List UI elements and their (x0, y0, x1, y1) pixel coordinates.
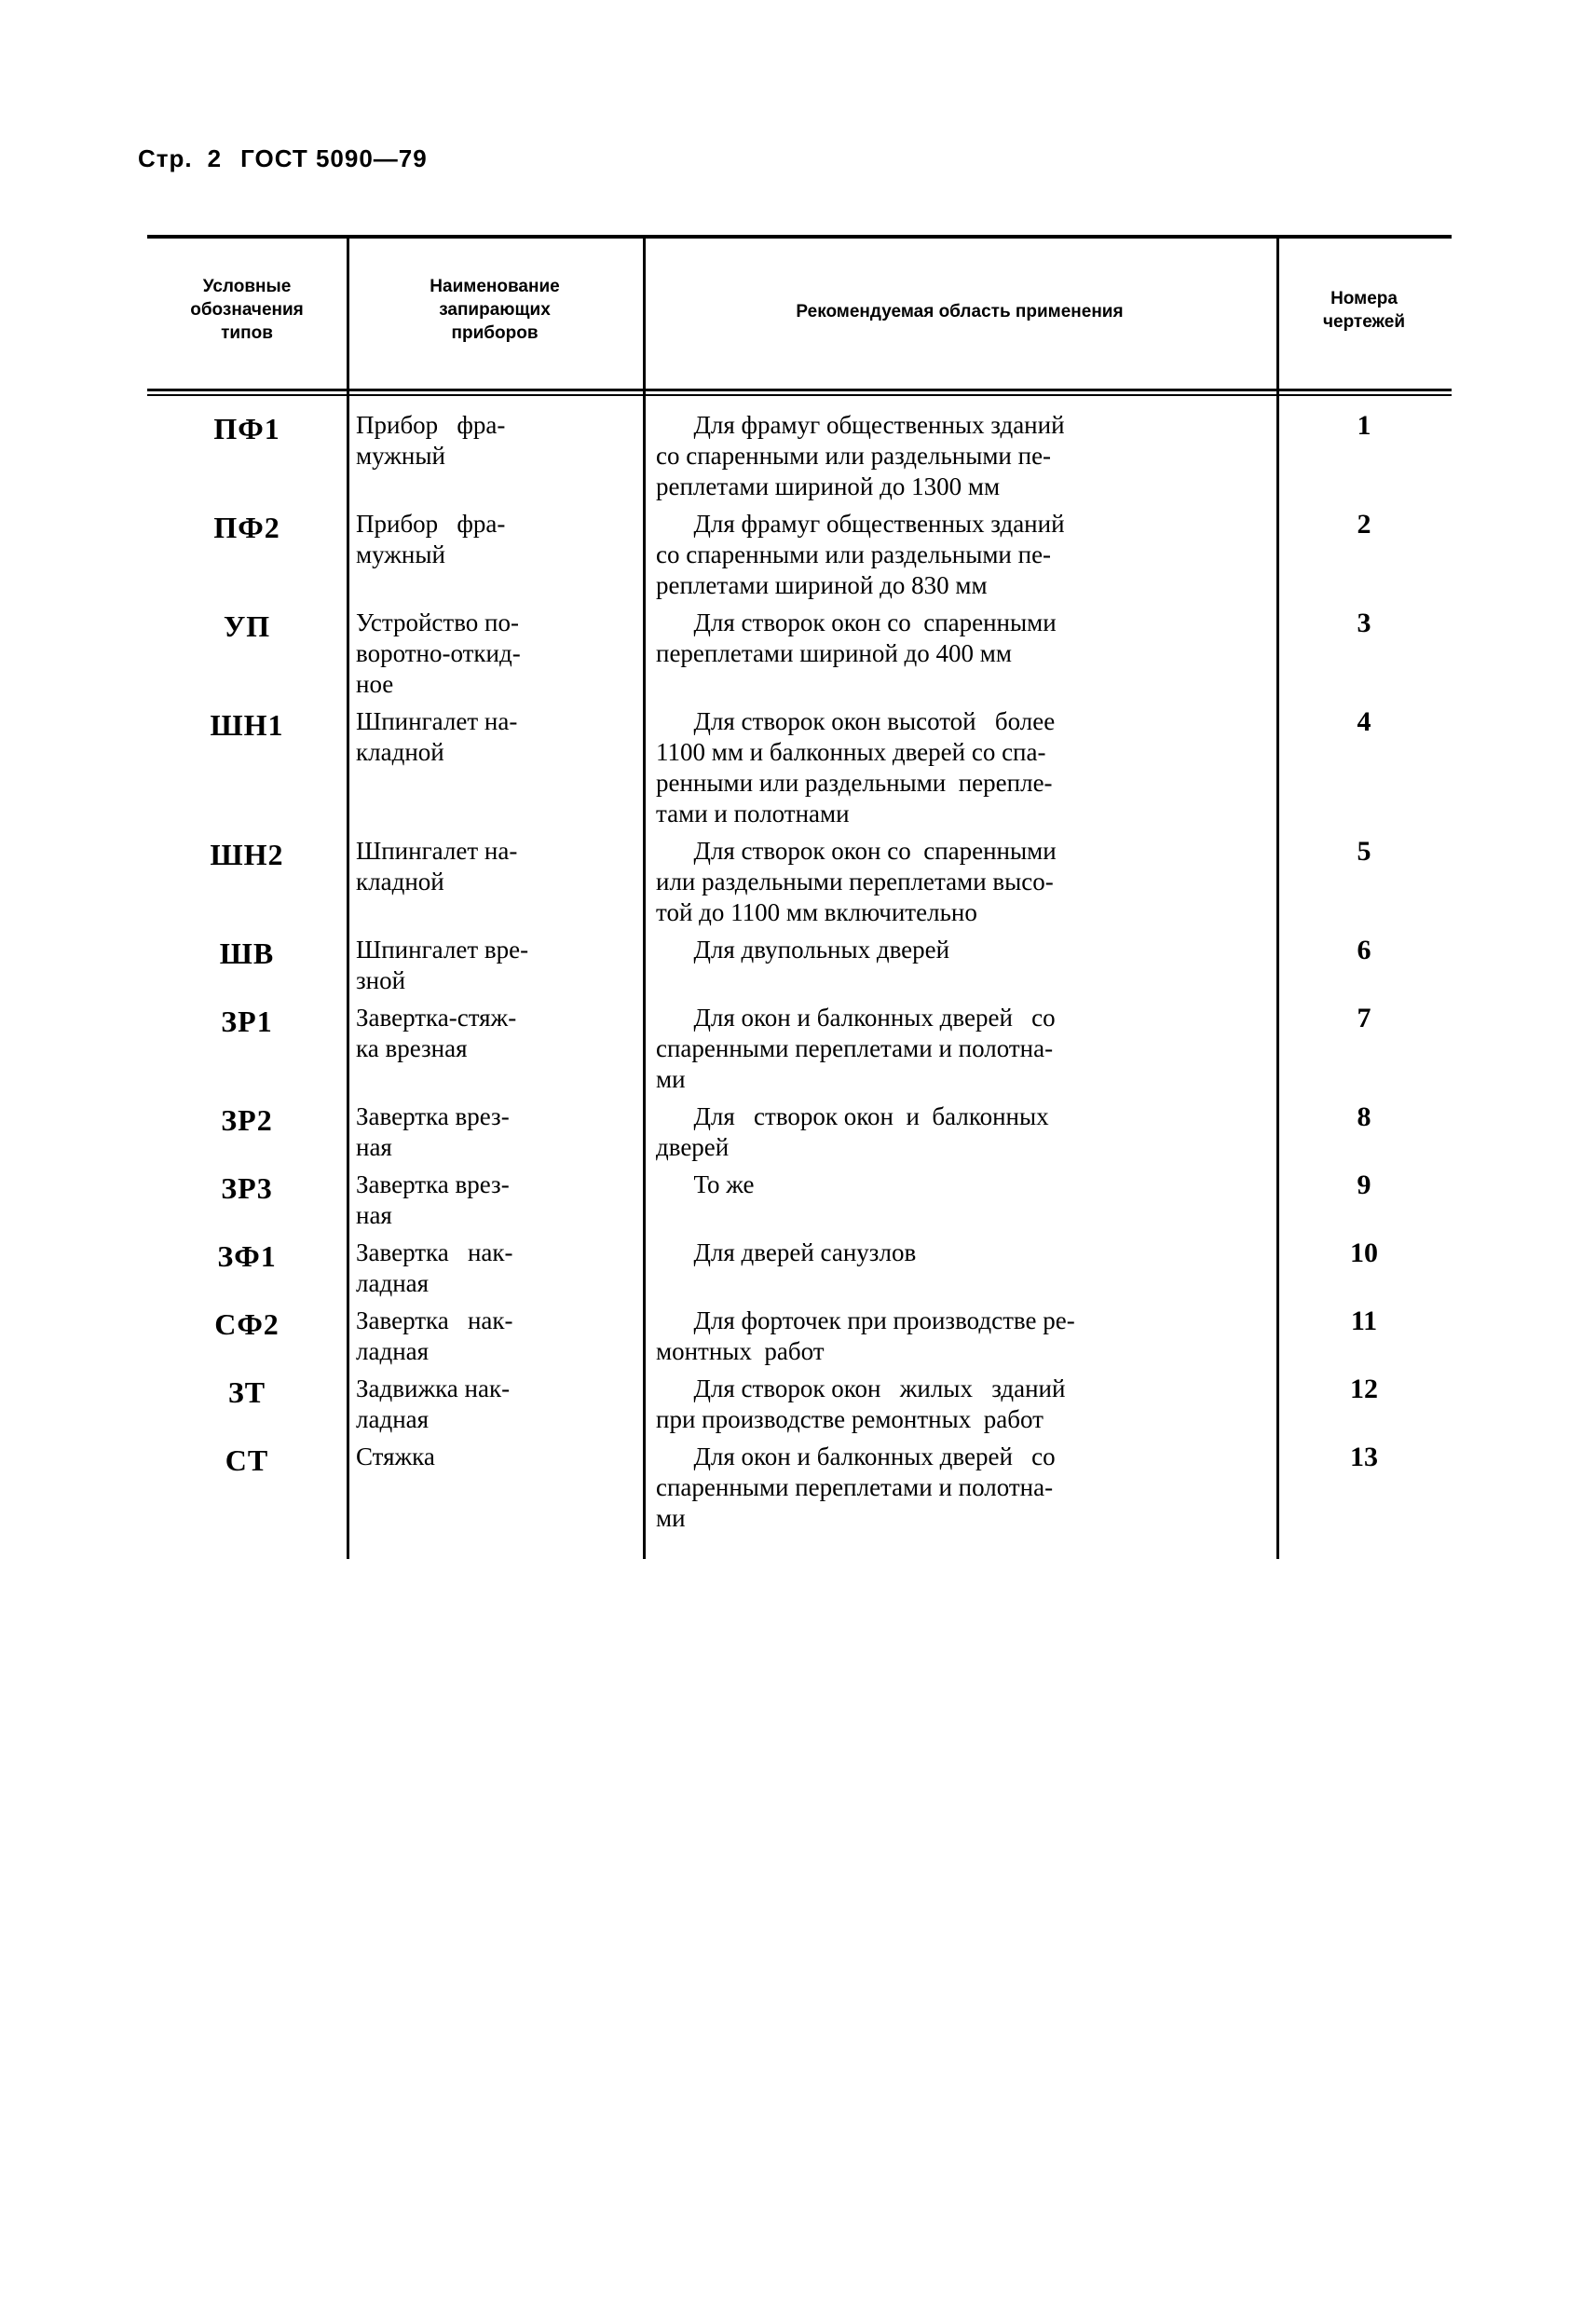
table-row (147, 706, 1452, 836)
column-header-code-line: Условные (202, 277, 292, 296)
cell-type-code: ЗР3 (221, 1171, 273, 1205)
cell-line: Для дверей санузлов (656, 1238, 917, 1266)
table-row (147, 935, 1452, 1003)
column-header-code-line: обозначения (190, 300, 304, 320)
cell-line: Для створок окон со спаренными (656, 837, 1057, 865)
cell-drawing-number: 10 (1350, 1238, 1378, 1268)
cell-line: Для окон и балконных дверей со (656, 1004, 1056, 1032)
cell-line: монтных работ (656, 1337, 825, 1365)
cell-application (643, 935, 1276, 965)
cell-drawing-number: 12 (1350, 1374, 1378, 1404)
cell-drawing-number: 8 (1357, 1101, 1371, 1132)
column-header-code-line: типов (221, 323, 273, 343)
cell-line: дверей (656, 1133, 730, 1161)
cell-type-code: ПФ1 (213, 412, 280, 445)
cell-device-name (347, 410, 643, 472)
cell-type-code: СФ2 (214, 1307, 280, 1341)
cell-device-name (347, 836, 643, 897)
cell-drawing-number: 5 (1357, 836, 1371, 867)
table-row (147, 1101, 1452, 1169)
cell-line: Устройство по- (356, 609, 519, 636)
table-top-rule (147, 235, 1452, 239)
cell-line: переплетами шириной до 400 мм (656, 639, 1012, 667)
cell-line: ми (656, 1504, 686, 1532)
column-header-drawing (1276, 287, 1452, 334)
column-header-application (643, 300, 1276, 323)
cell-type-code: ЗФ1 (217, 1239, 277, 1273)
cell-line: кладной (356, 868, 444, 896)
cell-line: Шпингалет вре- (356, 936, 529, 964)
table-row (147, 1238, 1452, 1306)
cell-application (643, 509, 1276, 601)
cell-drawing-number: 13 (1350, 1442, 1378, 1472)
cell-device-name (347, 1374, 643, 1435)
column-header-application-line: Рекомендуемая область применения (796, 302, 1124, 321)
cell-type-code: ШН1 (210, 708, 284, 742)
cell-type-code: ЗР2 (221, 1103, 273, 1137)
cell-drawing-number: 2 (1357, 509, 1371, 540)
cell-drawing-number: 7 (1357, 1003, 1371, 1033)
cell-application (643, 1101, 1276, 1163)
cell-drawing-number: 6 (1357, 935, 1371, 965)
column-header-drawing-line: Номера (1330, 289, 1398, 308)
cell-line: ренными или раздельными перепле- (656, 769, 1053, 797)
column-header-code (147, 275, 347, 345)
page-label: Стр. (138, 144, 193, 172)
cell-line: мужный (356, 442, 445, 470)
cell-line: реплетами шириной до 1300 мм (656, 472, 1001, 500)
cell-line: Завертка нак- (356, 1306, 513, 1334)
table-row (147, 1169, 1452, 1238)
cell-line: со спаренными или раздельными пе- (656, 442, 1052, 470)
cell-line: ми (656, 1065, 686, 1093)
cell-line: Для створок окон жилых зданий (656, 1374, 1066, 1402)
cell-drawing-number: 11 (1350, 1306, 1378, 1336)
cell-device-name (347, 935, 643, 996)
cell-line: Шпингалет на- (356, 707, 518, 735)
cell-line: ная (356, 1133, 392, 1161)
cell-type-code: ПФ2 (213, 511, 280, 544)
cell-line: спаренными переплетами и полотна- (656, 1473, 1054, 1501)
cell-line: ка врезная (356, 1034, 468, 1062)
cell-application (643, 1442, 1276, 1534)
cell-type-code: СТ (225, 1443, 269, 1477)
cell-line: Для фрамуг общественных зданий (656, 510, 1065, 538)
cell-line: ладная (356, 1337, 430, 1365)
cell-device-name (347, 706, 643, 768)
cell-line: реплетами шириной до 830 мм (656, 571, 988, 599)
cell-drawing-number: 9 (1357, 1169, 1371, 1200)
column-header-name-line: запирающих (439, 300, 551, 320)
table-row (147, 509, 1452, 608)
cell-application (643, 410, 1276, 502)
cell-line: Завертка врез- (356, 1170, 510, 1198)
cell-line: со спаренными или раздельными пе- (656, 540, 1052, 568)
page-number: 2 (207, 144, 223, 172)
cell-application (643, 1374, 1276, 1435)
cell-device-name (347, 1101, 643, 1163)
cell-type-code: ШН2 (210, 838, 284, 871)
column-header-drawing-line: чертежей (1322, 312, 1406, 332)
table-row (147, 1442, 1452, 1540)
cell-drawing-number: 1 (1357, 410, 1371, 441)
cell-drawing-number: 3 (1357, 608, 1371, 638)
table-row (147, 1374, 1452, 1442)
cell-line: Для форточек при производстве ре- (656, 1306, 1075, 1334)
cell-device-name (347, 608, 643, 700)
cell-line: Стяжка (356, 1443, 435, 1470)
cell-line: То же (656, 1170, 755, 1198)
cell-line: 1100 мм и балконных дверей со спа- (656, 738, 1046, 766)
cell-line: Шпингалет на- (356, 837, 518, 865)
standard-designation: ГОСТ 5090—79 (240, 144, 428, 172)
cell-line: Для створок окон со спаренными (656, 609, 1057, 636)
table-row (147, 1003, 1452, 1101)
cell-type-code: ЗТ (227, 1375, 266, 1409)
cell-device-name (347, 1003, 643, 1064)
cell-line: Завертка нак- (356, 1238, 513, 1266)
cell-line: Прибор фра- (356, 510, 506, 538)
cell-application (643, 608, 1276, 669)
cell-type-code: ШВ (219, 937, 275, 970)
column-header-name-line: Наименование (430, 277, 560, 296)
cell-line: или раздельными переплетами высо- (656, 868, 1054, 896)
cell-application (643, 1003, 1276, 1095)
table-row (147, 410, 1452, 509)
cell-line: Для створок окон и балконных (656, 1102, 1049, 1130)
table-header-rule (147, 389, 1452, 396)
table-row (147, 1306, 1452, 1374)
cell-line: зной (356, 966, 406, 994)
cell-line: воротно-откид- (356, 639, 521, 667)
cell-type-code: ЗР1 (221, 1005, 273, 1038)
cell-line: Для окон и балконных дверей со (656, 1443, 1056, 1470)
cell-line: Для фрамуг общественных зданий (656, 411, 1065, 439)
cell-line: Для двупольных дверей (656, 936, 950, 964)
cell-line: Прибор фра- (356, 411, 506, 439)
cell-device-name (347, 1169, 643, 1231)
table-row (147, 608, 1452, 706)
cell-line: Завертка врез- (356, 1102, 510, 1130)
cell-line: Завертка-стяж- (356, 1004, 517, 1032)
cell-line: спаренными переплетами и полотна- (656, 1034, 1054, 1062)
column-header-name (347, 275, 643, 345)
cell-line: ладная (356, 1405, 430, 1433)
page-header (138, 144, 428, 173)
column-header-name-line: приборов (451, 323, 539, 343)
cell-application (643, 706, 1276, 829)
cell-application (643, 836, 1276, 928)
cell-device-name (347, 509, 643, 570)
cell-line: мужный (356, 540, 445, 568)
cell-line: кладной (356, 738, 444, 766)
cell-application (643, 1238, 1276, 1268)
cell-device-name (347, 1306, 643, 1367)
cell-line: Задвижка нак- (356, 1374, 511, 1402)
cell-line: ладная (356, 1269, 430, 1297)
cell-device-name (347, 1238, 643, 1299)
cell-drawing-number: 4 (1357, 706, 1371, 737)
cell-line: тами и полотнами (656, 800, 850, 827)
table-row (147, 836, 1452, 935)
cell-application (643, 1306, 1276, 1367)
cell-line: Для створок окон высотой более (656, 707, 1056, 735)
cell-line: ная (356, 1201, 392, 1229)
cell-line: той до 1100 мм включительно (656, 898, 977, 926)
cell-application (643, 1169, 1276, 1200)
cell-device-name (347, 1442, 643, 1472)
cell-line: при производстве ремонтных работ (656, 1405, 1044, 1433)
cell-type-code: УП (223, 609, 271, 643)
cell-line: ное (356, 670, 394, 698)
